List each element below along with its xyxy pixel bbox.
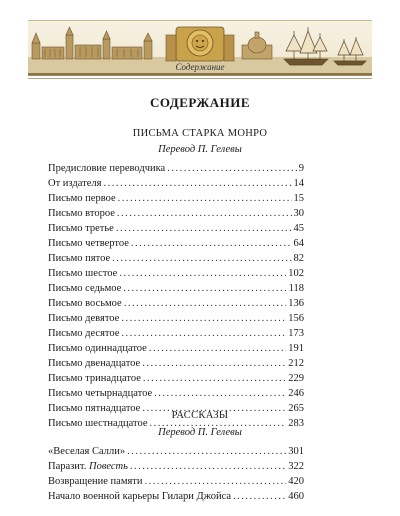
leader-dots <box>118 193 292 204</box>
toc-entry-page: 82 <box>293 253 304 264</box>
toc-entry[interactable] <box>48 193 304 208</box>
leader-dots <box>103 178 291 189</box>
toc-entry-page: 64 <box>293 238 304 249</box>
toc-entry-title: Письмо четвертое <box>48 238 129 249</box>
toc-entry-page: 14 <box>293 178 304 189</box>
toc-entry-page: 460 <box>288 491 304 502</box>
toc-entry[interactable] <box>48 208 304 223</box>
leader-dots <box>143 373 286 384</box>
toc-entry-title: Письмо пятое <box>48 253 111 264</box>
toc-entry[interactable] <box>48 373 304 388</box>
toc-entry-page: 9 <box>298 163 304 174</box>
toc-entry-title: Письмо шестнадцатое <box>48 418 148 429</box>
toc-entry[interactable] <box>48 313 304 328</box>
toc-entry-page: 265 <box>288 403 304 414</box>
toc-entry-title: Возвращение памяти <box>48 476 143 487</box>
toc-entry[interactable] <box>48 178 304 193</box>
toc-entry-page: 156 <box>288 313 304 324</box>
toc-entry-page: 322 <box>288 461 304 472</box>
toc-entry[interactable] <box>48 491 304 506</box>
leader-dots <box>154 388 286 399</box>
toc-entry-title: Письмо тринадцатое <box>48 373 141 384</box>
toc-list-stories <box>48 446 304 506</box>
toc-entry-page: 301 <box>288 446 304 457</box>
section-title: ПИСЬМА СТАРКА МОНРО <box>132 128 268 139</box>
toc-entry-title: Начало военной карьеры Гилари Джойса <box>48 491 232 502</box>
toc-entry-page: 45 <box>293 223 304 234</box>
toc-entry[interactable] <box>48 476 304 491</box>
toc-entry-title: Письмо двенадцатое <box>48 358 141 369</box>
toc-entry-page: 118 <box>288 283 304 294</box>
section-translator: Перевод П. Гелевы <box>158 427 242 438</box>
lion-emblem <box>166 27 234 61</box>
toc-entry[interactable] <box>48 268 304 283</box>
leader-dots <box>117 208 292 219</box>
leader-dots <box>142 358 286 369</box>
leader-dots <box>127 446 286 457</box>
leader-dots <box>121 313 286 324</box>
leader-dots <box>123 283 286 294</box>
toc-entry-subtitle: Повесть <box>88 461 128 472</box>
toc-entry-title: Письмо четырнадцатое <box>48 388 153 399</box>
leader-dots <box>167 163 297 174</box>
leader-dots <box>131 238 292 249</box>
toc-entry-page: 30 <box>293 208 304 219</box>
toc-list-letters <box>48 163 304 433</box>
toc-entry-page: 283 <box>288 418 304 429</box>
toc-entry[interactable] <box>48 253 304 268</box>
section-title: РАССКАЗЫ <box>171 410 229 421</box>
leader-dots <box>149 343 286 354</box>
toc-entry-page: 173 <box>288 328 304 339</box>
toc-entry[interactable] <box>48 298 304 313</box>
toc-entry-title: Письмо второе <box>48 208 115 219</box>
toc-entry-page: 420 <box>288 476 304 487</box>
toc-entry-title: Письмо седьмое <box>48 283 122 294</box>
toc-entry[interactable] <box>48 283 304 298</box>
toc-entry[interactable] <box>48 223 304 238</box>
toc-entry-title: Письмо третье <box>48 223 114 234</box>
section-translator: Перевод П. Гелевы <box>158 144 242 155</box>
leader-dots <box>233 491 286 502</box>
toc-entry[interactable] <box>48 358 304 373</box>
page-title: СОДЕРЖАНИЕ <box>149 95 251 110</box>
toc-entry-page: 191 <box>288 343 304 354</box>
toc-entry-page: 212 <box>288 358 304 369</box>
toc-entry-title: Письмо десятое <box>48 328 120 339</box>
toc-entry-page: 15 <box>293 193 304 204</box>
toc-entry-title: «Веселая Салли» <box>48 446 126 457</box>
toc-entry-page: 102 <box>288 268 304 279</box>
toc-entry-title: Письмо одиннадцатое <box>48 343 147 354</box>
toc-entry[interactable] <box>48 461 304 476</box>
toc-entry-title: Паразит. <box>48 461 87 472</box>
toc-entry[interactable] <box>48 163 304 178</box>
toc-entry[interactable] <box>48 238 304 253</box>
leader-dots <box>121 328 286 339</box>
toc-entry-title: От издателя <box>48 178 102 189</box>
leader-dots <box>119 268 286 279</box>
toc-entry-title: Письмо восьмое <box>48 298 122 309</box>
toc-entry-title: Письмо девятое <box>48 313 120 324</box>
toc-entry[interactable] <box>48 388 304 403</box>
toc-entry-page: 136 <box>288 298 304 309</box>
toc-entry[interactable] <box>48 328 304 343</box>
leader-dots <box>116 223 292 234</box>
toc-entry-page: 246 <box>288 388 304 399</box>
toc-entry-title: Предисловие переводчика <box>48 163 166 174</box>
leader-dots <box>112 253 291 264</box>
header-rule <box>28 78 372 79</box>
toc-entry-title: Письмо пятнадцатое <box>48 403 141 414</box>
running-head: Содержание <box>175 62 225 72</box>
toc-entry-title: Письмо первое <box>48 193 116 204</box>
leader-dots <box>130 461 286 472</box>
toc-entry[interactable] <box>48 446 304 461</box>
leader-dots <box>124 298 287 309</box>
toc-entry[interactable] <box>48 343 304 358</box>
toc-entry-title: Письмо шестое <box>48 268 118 279</box>
toc-entry-page: 229 <box>288 373 304 384</box>
leader-dots <box>145 476 287 487</box>
